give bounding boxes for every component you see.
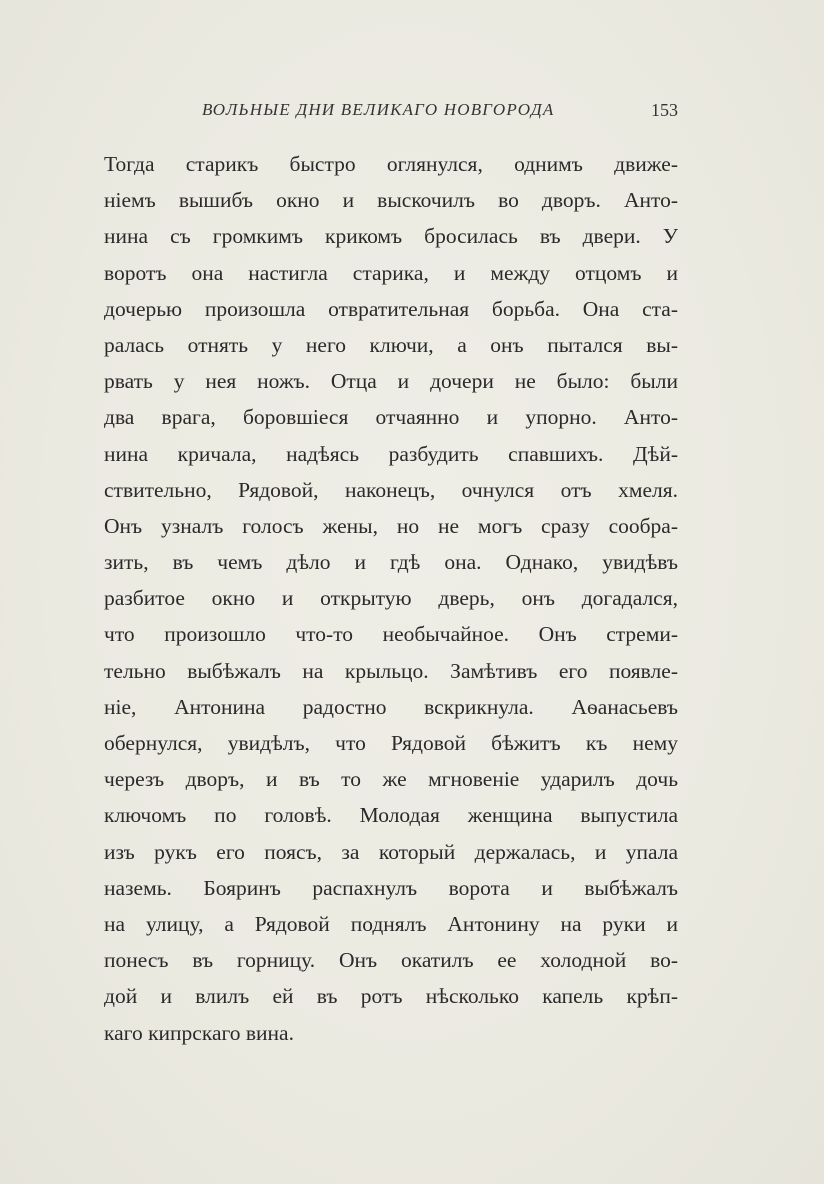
text-line: ніемъ вышибъ окно и выскочилъ во дворъ. Анто- xyxy=(104,188,678,213)
text-line: нина кричала, надѣясь разбудить спавшихъ. Дѣй- xyxy=(104,441,678,466)
text-line: наземь. Бояринъ распахнулъ ворота и выбѣжалъ xyxy=(104,875,678,900)
text-line: что произошло что-то необычайное. Онъ стреми- xyxy=(104,622,678,647)
text-line: ралась отнять у него ключи, а онъ пытался вы- xyxy=(104,332,678,357)
running-title: ВОЛЬНЫЕ ДНИ ВЕЛИКАГО НОВГОРОДА xyxy=(202,100,555,119)
text-line: дочерью произошла отвратительная борьба. Она ста- xyxy=(104,296,678,321)
text-line: зить, въ чемъ дѣло и гдѣ она. Однако, увидѣвъ xyxy=(104,550,678,575)
text-line: рвать у нея ножъ. Отца и дочери не было: были xyxy=(104,369,678,394)
text-line: изъ рукъ его поясъ, за который держалась, и упала xyxy=(104,839,678,864)
text-line: ствительно, Рядовой, наконецъ, очнулся отъ хмеля. xyxy=(104,477,678,502)
text-line: ніе, Антонина радостно вскрикнула. Аѳанасьевъ xyxy=(104,694,678,719)
text-line-last: каго кипрскаго вина. xyxy=(104,1020,294,1045)
text-line: понесъ въ горницу. Онъ окатилъ ее холодной во- xyxy=(104,948,678,973)
text-line: воротъ она настигла старика, и между отцомъ и xyxy=(104,260,678,285)
running-header xyxy=(104,100,678,126)
body-text xyxy=(104,146,678,1051)
text-line: тельно выбѣжалъ на крыльцо. Замѣтивъ его появле- xyxy=(104,658,678,683)
text-line: обернулся, увидѣлъ, что Рядовой бѣжитъ къ нему xyxy=(104,731,678,755)
text-line: разбитое окно и открытую дверь, онъ догадался, xyxy=(104,586,678,611)
page-number: 153 xyxy=(651,100,678,120)
text-line: Онъ узналъ голосъ жены, но не могъ сразу сообра- xyxy=(104,513,678,538)
text-line: два врага, боровшіеся отчаянно и упорно. Анто- xyxy=(104,405,678,430)
text-line: Тогда старикъ быстро оглянулся, однимъ движе- xyxy=(104,152,678,176)
text-line: нина съ громкимъ крикомъ бросилась въ двери. У xyxy=(104,224,678,249)
text-line: дой и влилъ ей въ ротъ нѣсколько капель крѣп- xyxy=(104,984,678,1009)
text-line: на улицу, а Рядовой поднялъ Антонину на руки и xyxy=(104,911,678,936)
text-line: ключомъ по головѣ. Молодая женщина выпустила xyxy=(104,803,678,828)
text-line: черезъ дворъ, и въ то же мгновеніе ударилъ дочь xyxy=(104,767,678,792)
